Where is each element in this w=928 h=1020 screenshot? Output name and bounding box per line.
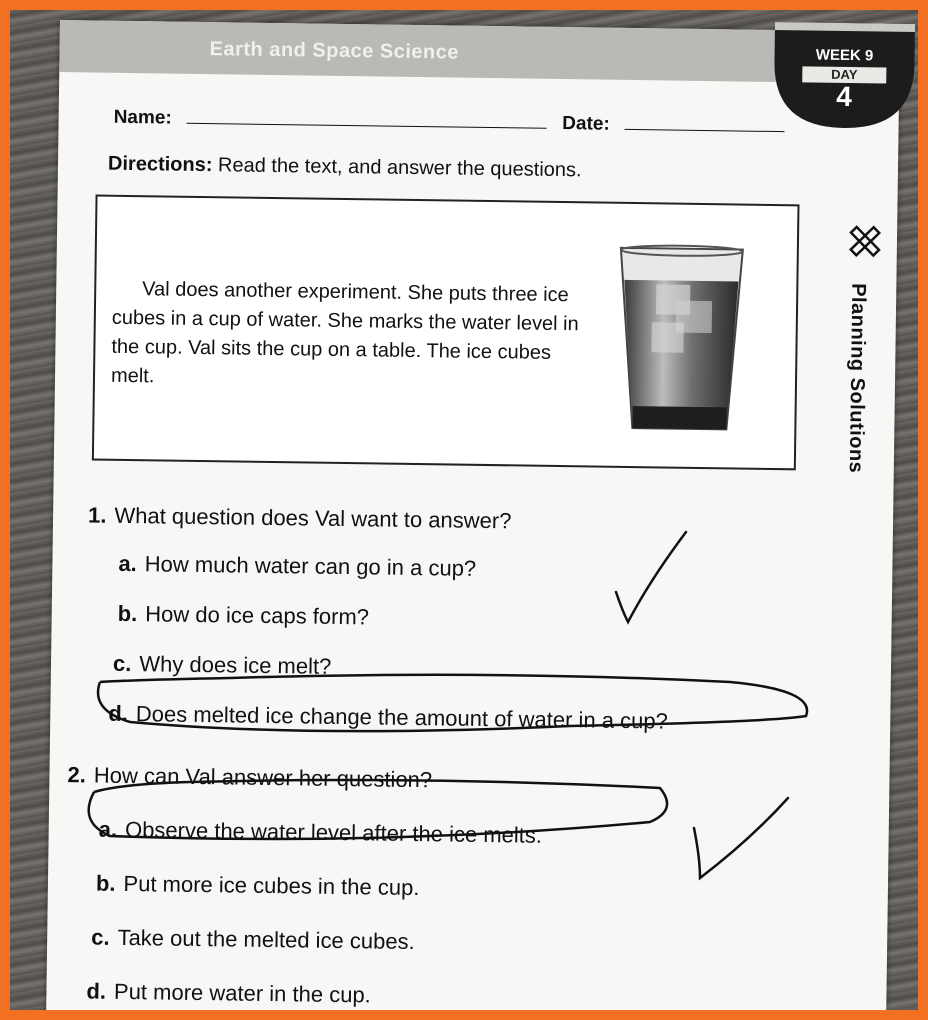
question-2-text: How can Val answer her question?: [93, 762, 433, 793]
week-label: WEEK 9: [815, 46, 874, 65]
date-label: Date:: [562, 113, 610, 135]
q2-option-a[interactable]: a. Observe the water level after the ice melts.: [98, 816, 543, 848]
q2-option-b[interactable]: b. Put more ice cubes in the cup.: [95, 870, 420, 901]
question-1-text: What question does Val want to answer?: [114, 502, 512, 534]
banner-title: Earth and Space Science: [209, 38, 460, 64]
directions-label: Directions:: [107, 152, 213, 177]
q1-option-b[interactable]: b. How do ice caps form?: [117, 600, 370, 630]
checkmark-q1: [616, 532, 686, 622]
side-tab-label: Planning Solutions: [844, 283, 870, 474]
circle-q1-answer: [98, 675, 807, 731]
day-label: DAY: [831, 66, 858, 83]
handwritten-marks: [10, 10, 928, 1020]
directions-text: Read the text, and answer the questions.: [217, 154, 582, 182]
circle-q2-answer: [89, 780, 667, 839]
checkmark-q2: [694, 798, 788, 878]
day-number: 4: [835, 80, 853, 113]
question-1-number: 1.: [87, 502, 107, 528]
q1-option-d[interactable]: d. Does melted ice change the amount of water in a cup?: [108, 700, 669, 734]
question-2-number: 2.: [67, 762, 86, 788]
name-label: Name:: [113, 106, 172, 129]
q1-option-c[interactable]: c. Why does ice melt?: [112, 650, 332, 679]
q2-option-d[interactable]: d. Put more water in the cup.: [86, 978, 371, 1008]
q1-option-a[interactable]: a. How much water can go in a cup?: [118, 550, 477, 581]
passage-text: Val does another experiment. She puts three ice cubes in a cup of water. She marks the water level in the cup. Val sits the cup on a table. The ice cubes melt.: [110, 278, 579, 388]
q2-option-c[interactable]: c. Take out the melted ice cubes.: [91, 924, 415, 955]
